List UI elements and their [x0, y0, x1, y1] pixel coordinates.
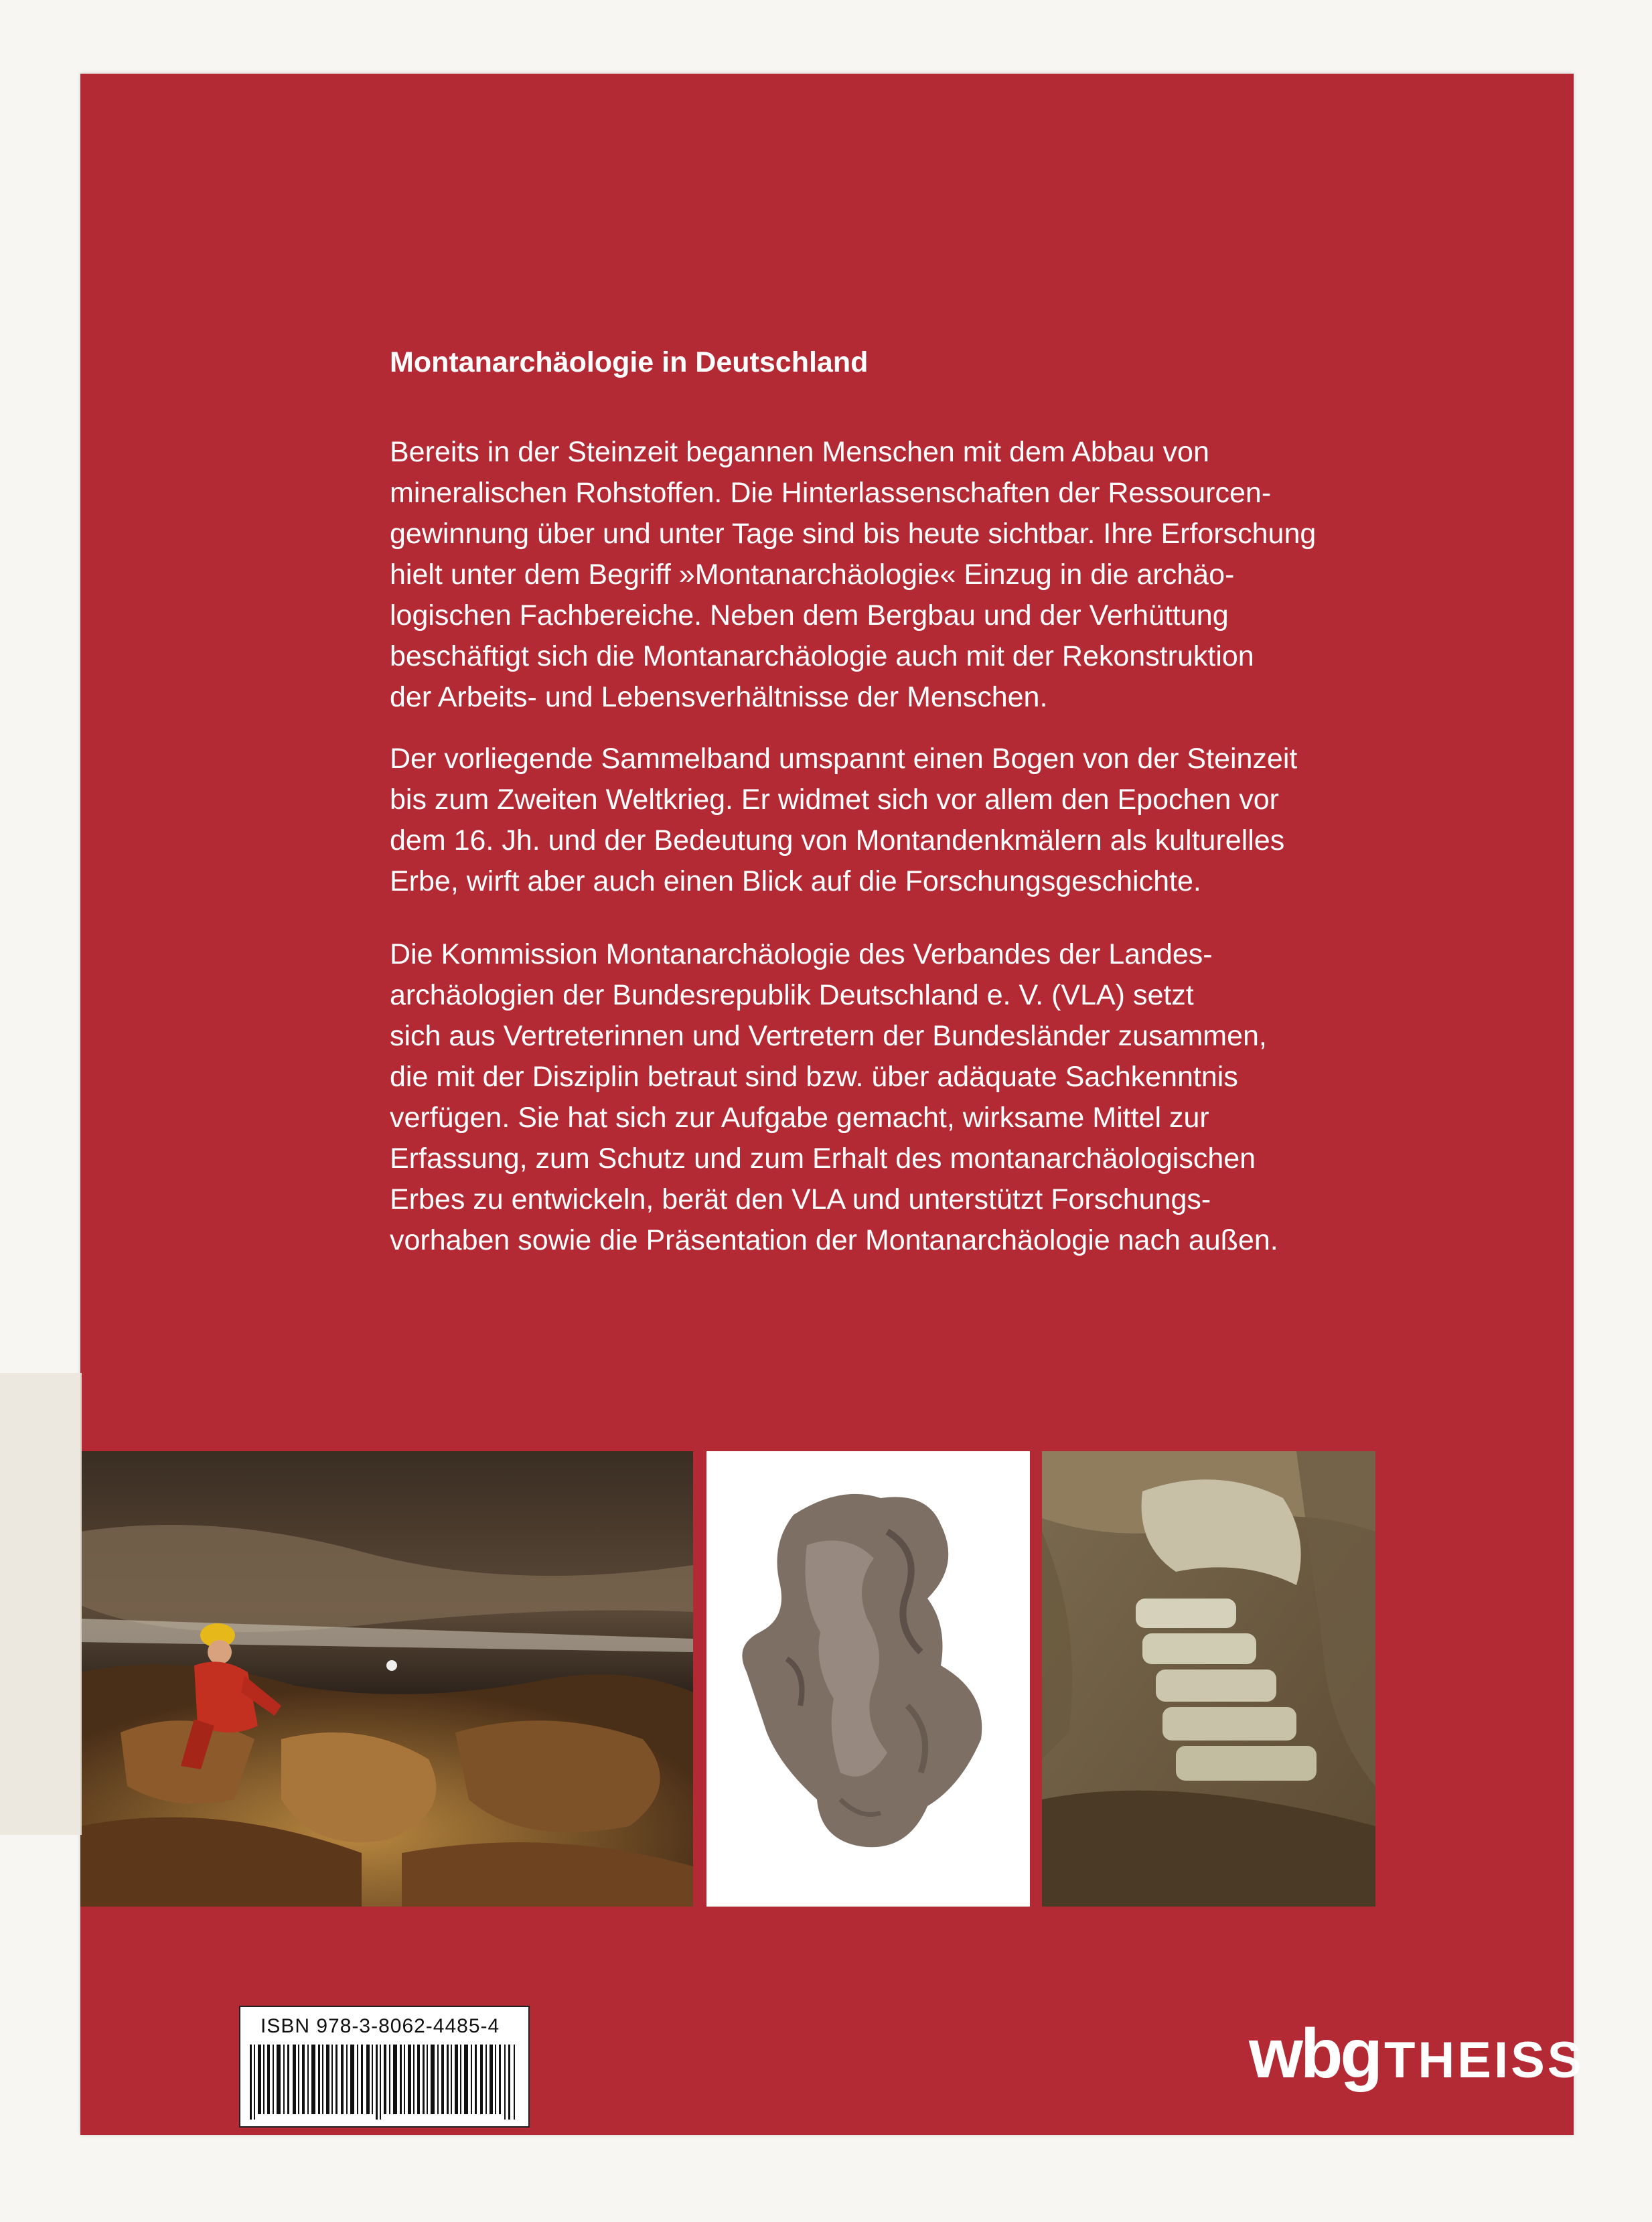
publisher-logo-sub: THEISS [1383, 2032, 1584, 2089]
text-line: archäologien der Bundesrepublik Deutschland e. V. (VLA) setzt [390, 979, 1194, 1011]
text-line: gewinnung über und unter Tage sind bis heute sichtbar. Ihre Erforschung [390, 518, 1317, 550]
text-line: hielt unter dem Begriff »Montanarchäologie« Einzug in die archäo- [390, 559, 1235, 591]
text-line: Erfassung, zum Schutz und zum Erhalt des montanarchäologischen [390, 1142, 1256, 1175]
text-line: bis zum Zweiten Weltkrieg. Er widmet sich vor allem den Epochen vor [390, 784, 1279, 816]
text-line: Erbes zu entwickeln, berät den VLA und unterstützt Forschungs- [390, 1183, 1211, 1215]
text-line: mineralischen Rohstoffen. Die Hinterlassenschaften der Ressourcen- [390, 477, 1272, 509]
barcode-icon [248, 2045, 519, 2120]
metal-artifact-image [706, 1451, 1030, 1907]
commission-paragraph [390, 934, 1278, 1261]
text-line: vorhaben sowie die Präsentation der Montanarchäologie nach außen. [390, 1224, 1278, 1256]
cave-with-person-image [80, 1451, 693, 1907]
text-line: Erbe, wirft aber auch einen Blick auf die Forschungsgeschichte. [390, 865, 1201, 897]
text-line: sich aus Vertreterinnen und Vertretern der Bundesländer zusammen, [390, 1020, 1267, 1052]
text-line: der Arbeits- und Lebensverhältnisse der Menschen. [390, 681, 1048, 713]
text-line: die mit der Disziplin betraut sind bzw. über adäquate Sachkenntnis [390, 1061, 1238, 1093]
barcode-label [239, 2006, 530, 2128]
book-back-cover [80, 74, 1584, 2135]
cave-photo [80, 1451, 693, 1907]
stairs-photo [1042, 1451, 1375, 1907]
publisher-logo-main: wbg [1249, 2015, 1380, 2093]
text-line: dem 16. Jh. und der Bedeutung von Montandenkmälern als kulturelles [390, 824, 1285, 857]
isbn-text: ISBN 978-3-8062-4485-4 [260, 2015, 500, 2037]
text-line: Der vorliegende Sammelband umspannt einen Bogen von der Steinzeit [390, 743, 1298, 775]
stone-stairs-image [1042, 1451, 1375, 1907]
text-line: beschäftigt sich die Montanarchäologie auch mit der Rekonstruktion [390, 640, 1254, 672]
text-line: Bereits in der Steinzeit begannen Menschen mit dem Abbau von [390, 436, 1209, 468]
artifact-photo [706, 1451, 1030, 1907]
text-line: logischen Fachbereiche. Neben dem Bergbau und der Verhüttung [390, 599, 1229, 632]
volume-paragraph [390, 739, 1297, 902]
cover-title: Montanarchäologie in Deutschland [390, 346, 869, 378]
publisher-logo [1249, 2014, 1584, 2094]
text-line: verfügen. Sie hat sich zur Aufgabe gemacht, wirksame Mittel zur [390, 1102, 1209, 1134]
text-line: Die Kommission Montanarchäologie des Verbandes der Landes- [390, 938, 1213, 970]
inner-page-edge [0, 1373, 82, 1835]
intro-paragraph [390, 432, 1316, 718]
